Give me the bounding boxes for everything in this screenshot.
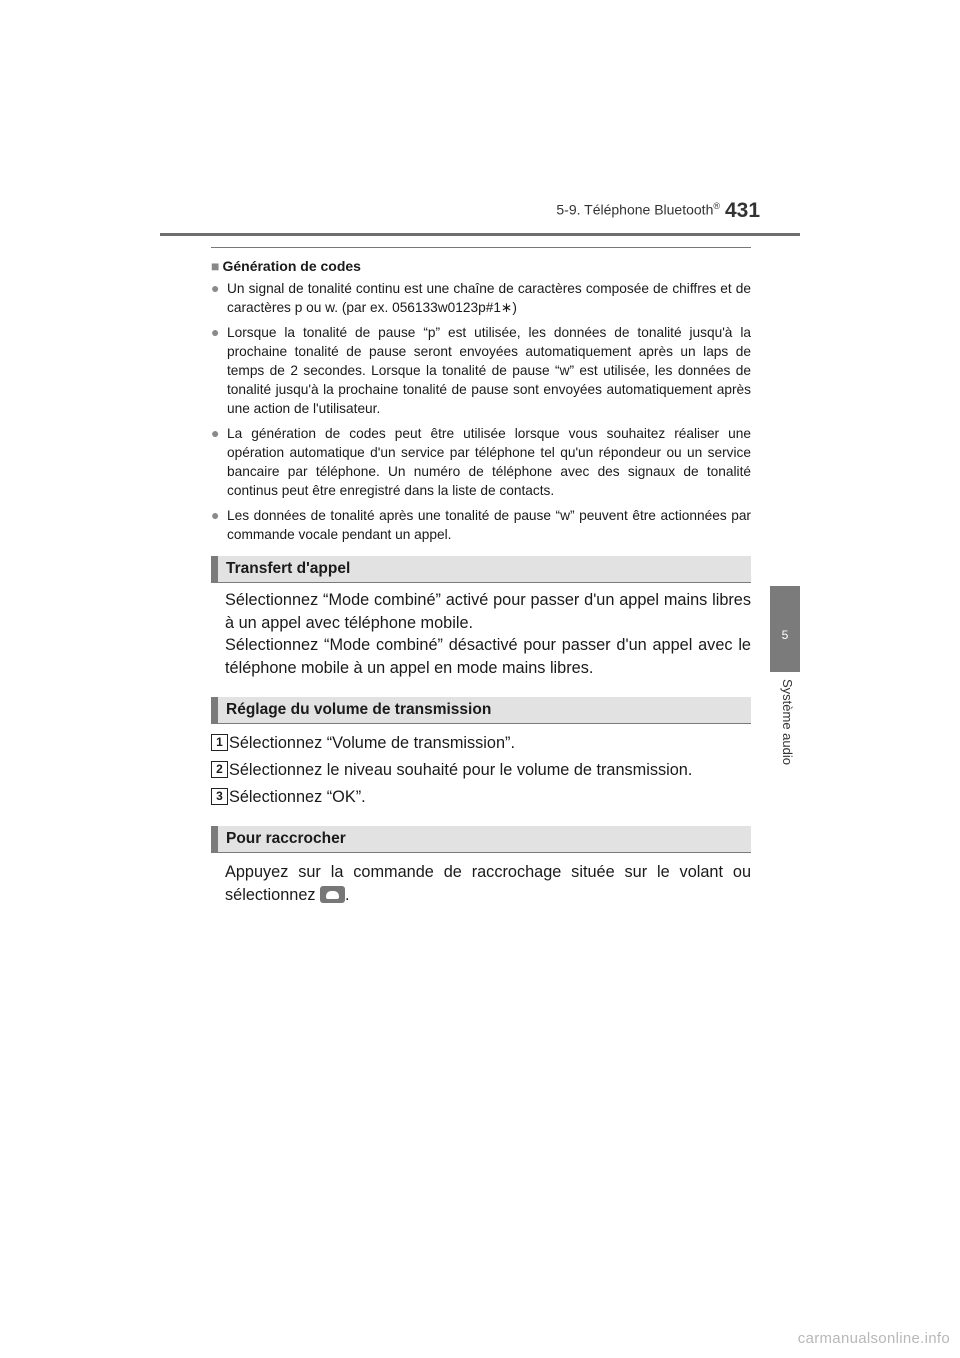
header-rule (160, 233, 800, 236)
section-title: 5-9. Téléphone Bluetooth (556, 201, 714, 218)
volume-heading: Réglage du volume de transmission (211, 697, 751, 724)
code-generation-title: Génération de codes (222, 258, 361, 274)
code-generation-heading (211, 258, 751, 274)
list-item (211, 506, 751, 544)
bullet-icon: ● (211, 324, 220, 340)
content-rule (211, 247, 751, 248)
step-number: 1 (211, 734, 228, 751)
step-item (211, 759, 751, 781)
hang-up-body (225, 861, 751, 906)
bullet-icon: ● (211, 280, 220, 296)
hang-up-text: Appuyez sur la commande de raccrochage située sur le volant ou sélectionnez (225, 863, 751, 904)
list-item (211, 279, 751, 317)
step-text: Sélectionnez “Volume de transmission”. (229, 734, 515, 752)
page-number: 431 (725, 199, 761, 222)
list-item-text: La génération de codes peut être utilisée lorsque vous souhaitez réaliser une opération automatique d'un service par téléphone tel qu'un répondeur ou un service bancaire par téléphone. Un numéro de téléphone avec des signaux de tonalité continus peut être enregistré dans la liste de contacts. (227, 426, 751, 498)
step-number: 2 (211, 761, 228, 778)
chapter-number: 5 (781, 628, 789, 642)
call-transfer-para-1: Sélectionnez “Mode combiné” activé pour passer d'un appel mains libres à un appel avec téléphone mobile. (225, 591, 751, 632)
square-bullet-icon: ■ (211, 258, 220, 274)
step-item (211, 732, 751, 754)
bullet-icon: ● (211, 425, 220, 441)
list-item-text: Les données de tonalité après une tonalité de pause “w” peuvent être actionnées par commande vocale pendant un appel. (227, 508, 751, 542)
hang-up-para (225, 861, 751, 906)
call-transfer-para-2: Sélectionnez “Mode combiné” désactivé pour passer d'un appel avec le téléphone mobile à un appel en mode mains libres. (225, 636, 751, 677)
step-item (211, 786, 751, 808)
call-transfer-body (225, 589, 751, 679)
step-text: Sélectionnez le niveau souhaité pour le volume de transmission. (229, 761, 693, 779)
watermark: carmanualsonline.info (797, 1330, 950, 1347)
volume-steps (211, 732, 751, 808)
page-content (211, 247, 751, 906)
bullet-icon: ● (211, 507, 220, 523)
running-header (430, 201, 720, 218)
chapter-label: Système audio (780, 679, 795, 765)
registered-mark: ® (713, 201, 720, 211)
hang-up-heading: Pour raccrocher (211, 826, 751, 853)
phone-hangup-icon (320, 886, 345, 903)
hang-up-text-end: . (345, 885, 350, 904)
list-item (211, 424, 751, 500)
list-item (211, 323, 751, 418)
step-number: 3 (211, 788, 228, 805)
list-item-text: Un signal de tonalité continu est une chaîne de caractères composée de chiffres et de caractères p ou w. (par ex. 056133w0123p#1∗) (227, 281, 751, 315)
list-item-text: Lorsque la tonalité de pause “p” est utilisée, les données de tonalité jusqu'à la prochaine tonalité de pause seront envoyées automatiquement après un laps de temps de 2 secondes. Lorsque la tonalité de pause “w” est utilisée, les données de tonalité jusqu'à la prochaine tonalité de pause sont envoyées automatiquement après une action de l'utilisateur. (227, 325, 751, 416)
call-transfer-heading: Transfert d'appel (211, 556, 751, 583)
step-text: Sélectionnez “OK”. (229, 788, 366, 806)
